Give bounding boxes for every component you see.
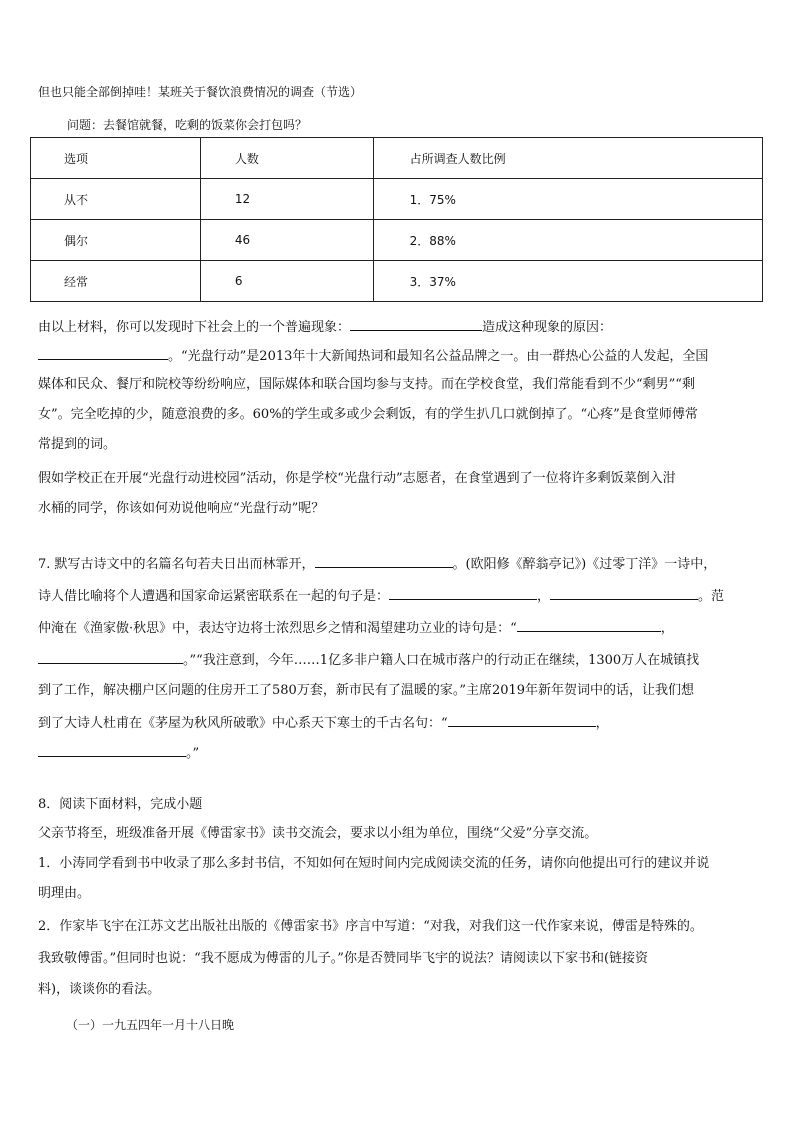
paragraph-line: 假如学校正在开展“光盘行动进校园”活动，你是学校“光盘行动”志愿者，在食堂遇到了一位将许多剩饭菜倒入泔 — [38, 471, 676, 486]
paragraph-line: 女”。完全吃掉的少，随意浪费的多。60%的学生或多或少会剩饭，有的学生扒几口就倒掉了。“心疼”是食堂师傅常 — [38, 407, 698, 422]
paragraph-line: 由以上材料，你可以发现时下社会上的一个普遍现象： 造成这种现象的原因： — [38, 320, 613, 335]
table-row — [31, 179, 763, 220]
table-row — [31, 220, 763, 261]
q7-line: 到了工作，解决棚户区问题的住房开工了580万套，新市民有了温暖的家。”主席2019年新年贺词中的话，让我们想 — [38, 683, 695, 698]
table-cell: 从不 — [31, 179, 201, 220]
answer-blank — [38, 744, 186, 757]
table-header-cell: 人数 — [200, 138, 373, 179]
answer-blank — [38, 651, 183, 664]
table-cell: 2．88% — [373, 220, 762, 261]
paragraph-line: 。“光盘行动”是2013年十大新闻热词和最知名公益品牌之一。由一群热心公益的人发起，全国 — [38, 347, 708, 365]
table-cell: 6 — [200, 261, 373, 302]
table-cell: 偶尔 — [31, 220, 201, 261]
q7-line: 诗人借比喻将个人遭遇和国家命运紧密联系在一起的句子是： ， 。范 — [38, 589, 725, 604]
intro-line: 但也只能全部倒掉哇！某班关于餐饮浪费情况的调查（节选） — [38, 85, 363, 99]
survey-table — [30, 137, 763, 302]
answer-blank — [448, 714, 596, 727]
answer-blank — [517, 619, 661, 632]
table-cell: 1．75% — [373, 179, 762, 220]
table-cell: 3．37% — [373, 261, 762, 302]
paragraph-line: 水桶的同学，你该如何劝说他响应“光盘行动”呢？ — [38, 501, 325, 516]
q8-title: 8．阅读下面材料，完成小题 — [38, 797, 203, 812]
table-header-cell: 选项 — [31, 138, 201, 179]
q8-line: 父亲节将至，班级准备开展《傅雷家书》读书交流会，要求以小组为单位，围绕“父爱”分享交流。 — [38, 826, 598, 841]
answer-blank — [38, 347, 168, 360]
table-cell: 46 — [200, 220, 373, 261]
letter-heading: （一）一九五四年一月十八日晚 — [66, 1018, 235, 1032]
q8-line: 1．小涛同学看到书中收录了那么多封书信，不知如何在短时间内完成阅读交流的任务，请你向他提出可行的建议并说 — [38, 856, 710, 871]
q7-line: 7. 默写古诗文中的名篇名句若夫日出而林霏开， 。(欧阳修《醉翁亭记》)《过零丁洋》一诗中， — [38, 557, 717, 572]
paragraph-line: 媒体和民众、餐厅和院校等纷纷响应，国际媒体和联合国均参与支持。而在学校食堂，我们常能看到不少“剩男”“剩 — [38, 377, 695, 392]
table-header-row — [31, 138, 763, 179]
q8-line: 我致敬傅雷。”但同时也说：“我不愿成为傅雷的儿子。”你是否赞同毕飞宇的说法？请阅读以下家书和(链接资 — [38, 951, 649, 966]
q7-line: 。”“我注意到，今年……1亿多非户籍人口在城市落户的行动正在继续，1300万人在城镇找 — [38, 651, 699, 669]
paragraph-line: 常提到的词。 — [38, 437, 117, 452]
answer-blank — [350, 318, 482, 331]
table-cell: 12 — [200, 179, 373, 220]
answer-blank — [315, 555, 453, 568]
q7-line: 到了大诗人杜甫在《茅屋为秋风所破歌》中心系天下寒士的千古名句：“ ， — [38, 716, 609, 731]
q7-line: 。” — [38, 744, 199, 762]
q8-line: 明理由。 — [38, 886, 91, 901]
survey-question: 问题：去餐馆就餐，吃剩的饭菜你会打包吗？ — [67, 118, 308, 132]
q8-line: 料)，谈谈你的看法。 — [38, 982, 161, 997]
q8-line: 2．作家毕飞宇在江苏文艺出版社出版的《傅雷家书》序言中写道：“对我，对我们这一代作家来说，傅雷是特殊的。 — [38, 919, 703, 934]
table-row — [31, 261, 763, 302]
table-cell: 经常 — [31, 261, 201, 302]
answer-blank — [550, 587, 698, 600]
table-header-cell: 占所调查人数比例 — [373, 138, 762, 179]
q7-line: 仲淹在《渔家傲·秋思》中，表达守边将士浓烈思乡之情和渴望建功立业的诗句是：“ ， — [38, 621, 674, 636]
answer-blank — [389, 587, 537, 600]
